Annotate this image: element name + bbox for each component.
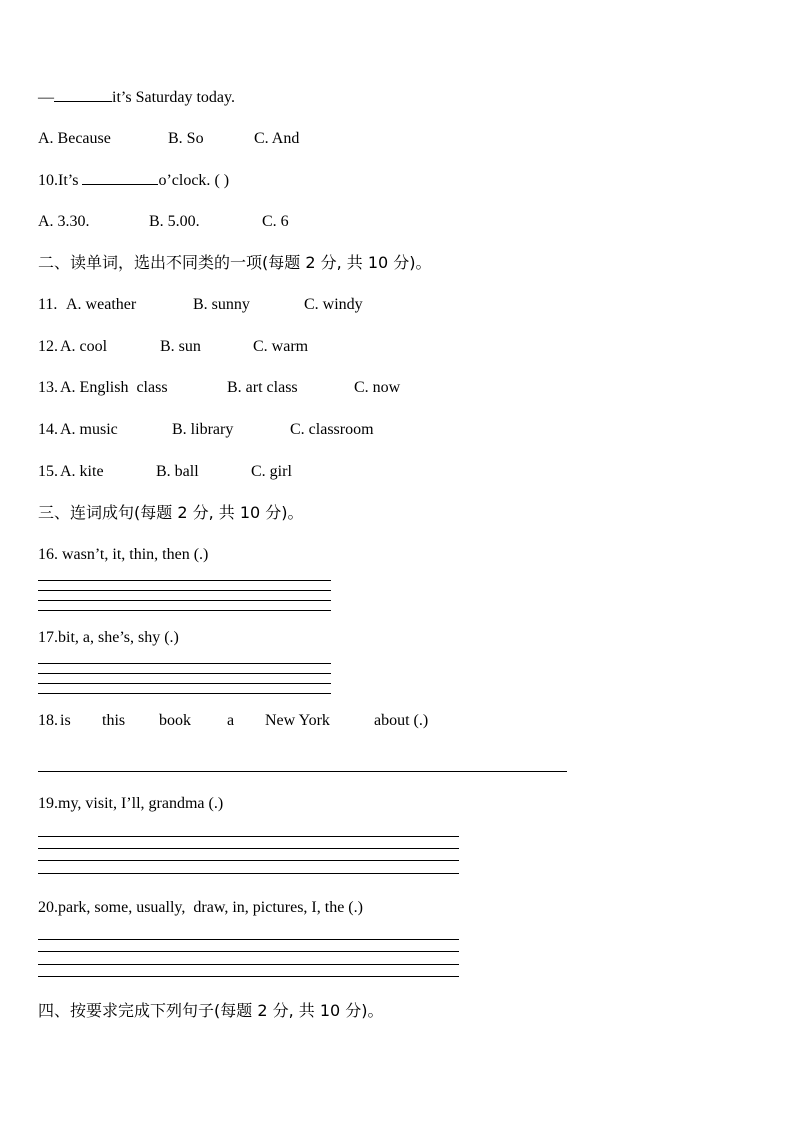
q11-option-b: B. sunny [193,296,250,313]
q10-option-a: A. 3.30. [38,213,90,230]
q15-option-c: C. girl [251,463,292,480]
q20 [38,898,363,918]
q11-number: 11. [38,296,58,313]
q12-option-b: B. sun [160,338,201,355]
q10-pre: It’s [58,172,79,189]
q9-stem [38,87,235,108]
q9-text: it’s Saturday today. [112,89,235,106]
q10-number: 10. [38,172,58,189]
q20-answer-line-3[interactable] [38,964,459,965]
q12-number: 12. [38,338,58,355]
q11-option-c: C. windy [304,296,363,313]
q16-words: wasn’t, it, thin, then (.) [58,546,209,563]
section2-title: 二、读单词，选出不同类的一项(每题 2 分, 共 10 分)。 [38,253,432,272]
q13-number: 13. [38,379,58,396]
section3-title: 三、连词成句(每题 2 分, 共 10 分)。 [38,503,304,522]
q19-words: my, visit, I’ll, grandma (.) [58,795,224,812]
q16 [38,545,208,565]
q18-word-1: is [60,712,71,729]
q17 [38,628,179,648]
q17-answer-line-2[interactable] [38,673,331,674]
q16-answer-line-3[interactable] [38,600,331,601]
q19-answer-line-1[interactable] [38,836,459,837]
q16-answer-line-4[interactable] [38,610,331,611]
q15-option-b: B. ball [156,463,199,480]
q16-answer-line-2[interactable] [38,590,331,591]
q18-word-2: this [102,712,126,729]
section4-title: 四、按要求完成下列句子(每题 2 分, 共 10 分)。 [38,1001,384,1020]
q13-option-c: C. now [354,379,401,396]
q9-blank[interactable] [54,87,112,102]
q17-answer-line-3[interactable] [38,683,331,684]
q9-option-c: C. And [254,130,300,147]
q13-option-b: B. art class [227,379,298,396]
q17-answer-line-1[interactable] [38,663,331,664]
q14-number: 14. [38,421,58,438]
q14-option-a: A. music [60,421,118,438]
q10-option-c: C. 6 [262,213,289,230]
q17-number: 17. [38,629,58,646]
q18-word-5: New York [265,712,330,729]
q18-word-3: book [159,712,191,729]
q17-words: bit, a, she’s, shy (.) [58,629,179,646]
q17-answer-line-4[interactable] [38,693,331,694]
q15-option-a: A. kite [60,463,104,480]
q10-post: o’clock. [158,172,211,189]
q13-option-a: A. English class [60,379,168,396]
q20-number: 20. [38,899,58,916]
q10-stem [38,170,229,191]
q20-answer-line-1[interactable] [38,939,459,940]
q19 [38,794,223,814]
q9-dash: — [38,89,54,106]
q10-blank[interactable] [82,170,158,185]
q20-answer-line-2[interactable] [38,951,459,952]
q18-number: 18. [38,712,58,729]
q9-option-a: A. Because [38,130,111,147]
q18-answer-line[interactable] [38,771,567,772]
q9-option-b: B. So [168,130,204,147]
q11-option-a: A. weather [66,296,137,313]
q12-option-c: C. warm [253,338,309,355]
q14-option-c: C. classroom [290,421,374,438]
q19-answer-line-4[interactable] [38,873,459,874]
q12-option-a: A. cool [60,338,108,355]
q18-word-6: about (.) [374,712,429,729]
q10-answer-paren: ( ) [214,172,230,189]
q19-answer-line-3[interactable] [38,860,459,861]
q10-option-b: B. 5.00. [149,213,200,230]
q20-words: park, some, usually, draw, in, pictures, I, the (.) [58,899,363,916]
q15-number: 15. [38,463,58,480]
q18-word-4: a [227,712,235,729]
q19-answer-line-2[interactable] [38,848,459,849]
q16-answer-line-1[interactable] [38,580,331,581]
q16-number: 16. [38,546,58,563]
q19-number: 19. [38,795,58,812]
q14-option-b: B. library [172,421,234,438]
q20-answer-line-4[interactable] [38,976,459,977]
